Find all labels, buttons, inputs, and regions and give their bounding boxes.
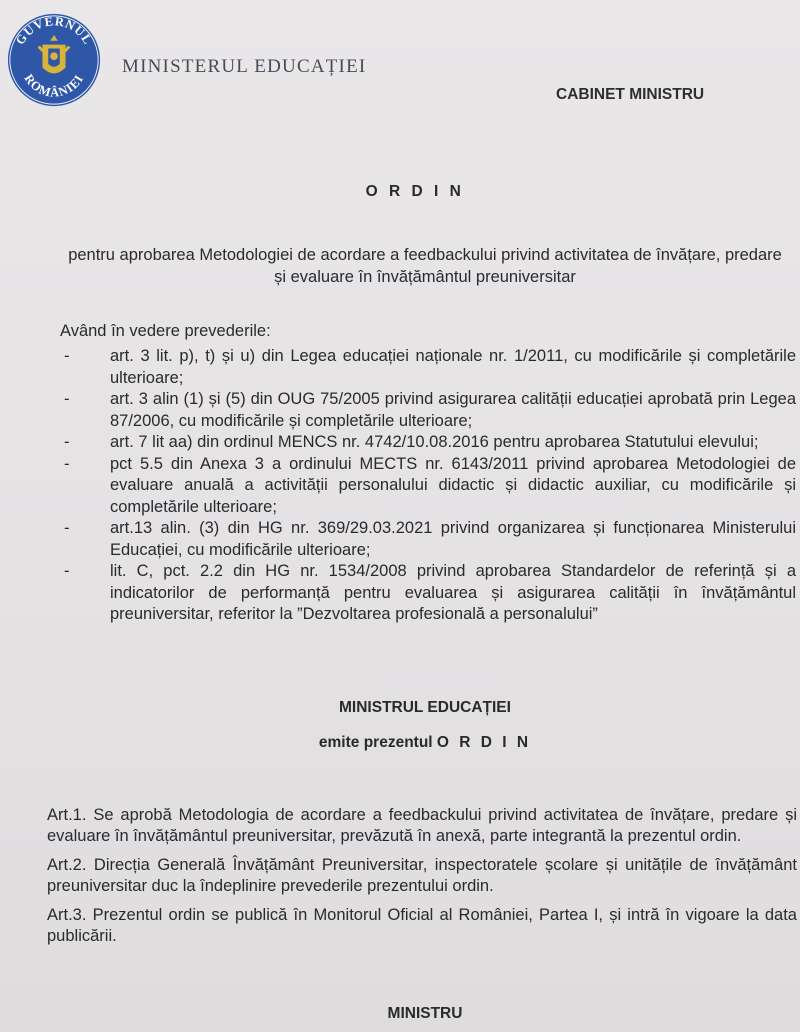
svg-text:GUVERNUL: GUVERNUL bbox=[12, 14, 96, 48]
list-item bbox=[60, 389, 796, 432]
list-item bbox=[60, 561, 796, 626]
reference-text: lit. C, pct. 2.2 din HG nr. 1534/2008 privind aprobarea Standardelor de referință și a indicatorilor de performanță pentru evaluarea și asigurarea calității în învățământul preuniversitar, referitor la ”Dezvoltarea profesională a personalului” bbox=[110, 562, 796, 623]
emits-order-line bbox=[0, 734, 800, 752]
government-seal-icon bbox=[6, 12, 102, 108]
signature-title: MINISTRU bbox=[387, 1005, 463, 1022]
emits-order-word: O R D I N bbox=[436, 734, 532, 751]
reference-text: art. 3 alin (1) și (5) din OUG 75/2005 privind asigurarea calității educației aprobată prin Legea 87/2006, cu modificările și completările ulterioare; bbox=[110, 390, 796, 430]
svg-text:ROMÂNIEI: ROMÂNIEI bbox=[21, 71, 87, 100]
article-2: Art.2. Direcția Generală Învățământ Preuniversitar, inspectoratele școlare și unitățile de învățământ preuniversitar duc la îndeplinire prevederile prezentului ordin. bbox=[47, 856, 797, 895]
intro-text: Având în vedere prevederile: bbox=[60, 322, 271, 340]
reference-text: pct 5.5 din Anexa 3 a ordinului MECTS nr. 6143/2011 privind aprobarea Metodologiei de evaluare anuală a activității personalului didactic și didactic auxiliar, cu modificările și completările ulterioare; bbox=[110, 454, 796, 516]
order-title: O R D I N bbox=[365, 183, 465, 200]
bullet-dash: - bbox=[64, 433, 70, 451]
reference-text: art.13 alin. (3) din HG nr. 369/29.03.2021 privind organizarea și funcționarea Ministerului Educației, cu modificările ulterioare; bbox=[110, 519, 796, 559]
cabinet-label: CABINET MINISTRU bbox=[556, 86, 705, 103]
articles-section bbox=[47, 805, 797, 955]
article-1: Art.1. Se aprobă Metodologia de acordare a feedbackului privind activitatea de învățare, predare și evaluare în învățământul preuniversitar, prevăzută în anexă, parte integrantă la prezentul ordin. bbox=[47, 806, 797, 845]
emits-prefix: emite prezentul bbox=[318, 734, 433, 751]
bullet-dash: - bbox=[64, 390, 70, 408]
article-3: Art.3. Prezentul ordin se publică în Monitorul Oficial al României, Partea I, și intră în vigoare la data publicării. bbox=[47, 906, 797, 945]
list-item bbox=[60, 518, 796, 561]
list-item bbox=[60, 432, 796, 454]
bullet-dash: - bbox=[64, 519, 70, 537]
legal-references-list bbox=[60, 346, 796, 626]
ministry-name: MINISTERUL EDUCAȚIEI bbox=[122, 56, 367, 77]
bullet-dash: - bbox=[64, 562, 70, 580]
order-subject: pentru aprobarea Metodologiei de acordare a feedbackului privind activitatea de învățare, predare și evaluare în învățământul preuniversitar bbox=[68, 246, 782, 286]
minister-heading: MINISTRUL EDUCAȚIEI bbox=[339, 699, 511, 716]
bullet-dash: - bbox=[64, 347, 70, 365]
list-item bbox=[60, 454, 796, 519]
list-item bbox=[60, 346, 796, 389]
reference-text: art. 3 lit. p), t) și u) din Legea educației naționale nr. 1/2011, cu modificările și completările ulterioare; bbox=[110, 347, 796, 387]
bullet-dash: - bbox=[64, 454, 70, 473]
reference-text: art. 7 lit aa) din ordinul MENCS nr. 4742/10.08.2016 pentru aprobarea Statutului elevului; bbox=[110, 433, 759, 451]
